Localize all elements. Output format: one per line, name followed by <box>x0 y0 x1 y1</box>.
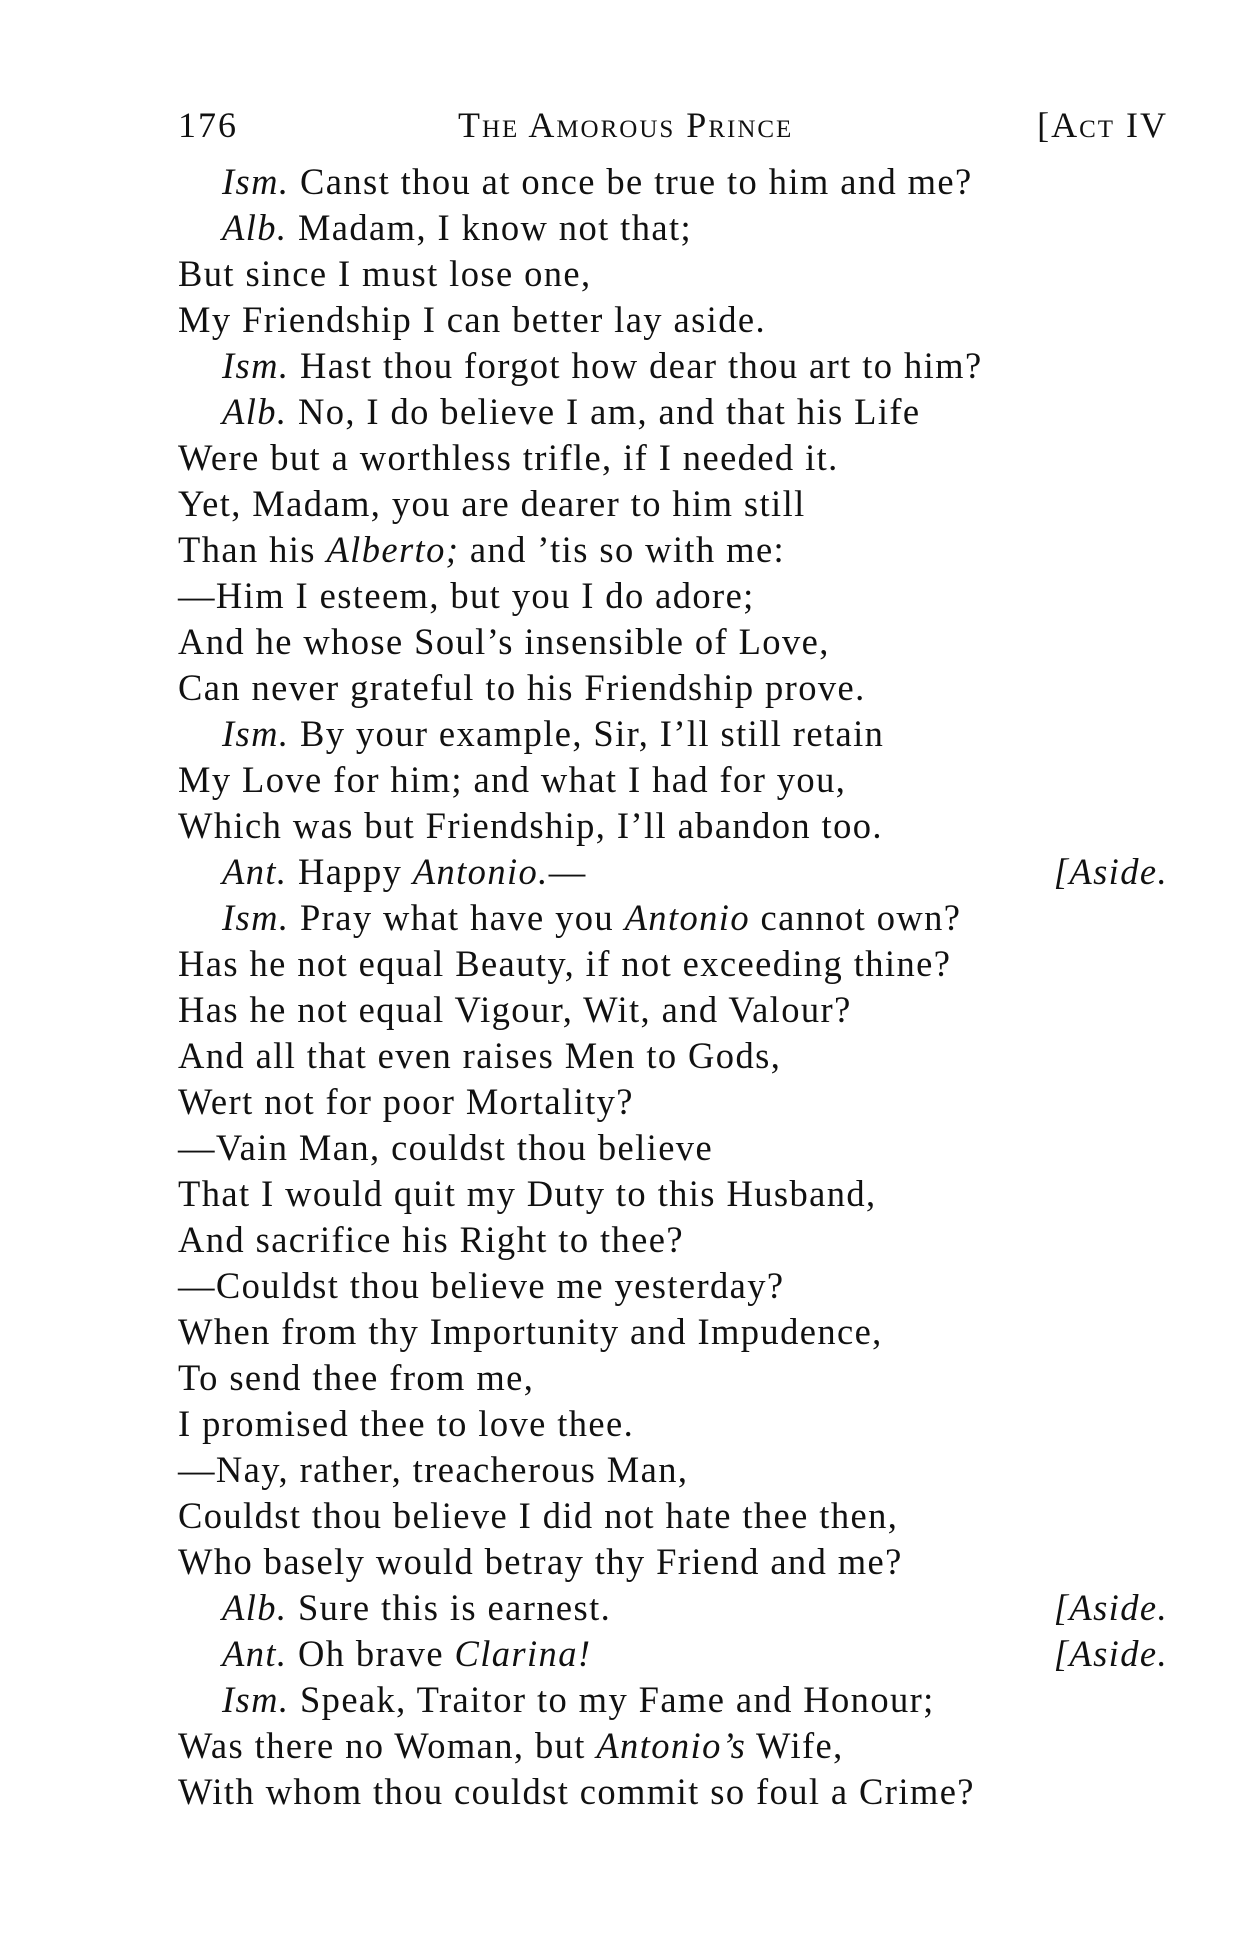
stage-direction: [Aside. <box>1053 851 1168 892</box>
line-text: Which was but Friendship, I’ll abandon too. <box>178 805 883 846</box>
text-line <box>178 1263 1168 1309</box>
text-line <box>178 435 1168 481</box>
speaker-name: Alb. <box>222 391 288 432</box>
text-line <box>178 803 1168 849</box>
line-text: Than his <box>178 529 327 570</box>
line-text: Madam, I know not that; <box>287 207 693 248</box>
text-line <box>178 619 1168 665</box>
line-text: Was there no Woman, but <box>178 1725 597 1766</box>
line-text: By your example, Sir, I’ll still retain <box>289 713 885 754</box>
line-text: —Him I esteem, but you I do adore; <box>178 575 755 616</box>
running-title: The Amorous Prince <box>458 105 794 145</box>
line-text: —Nay, rather, treacherous Man, <box>178 1449 689 1490</box>
line-text: And sacrifice his Right to thee? <box>178 1219 684 1260</box>
speaker-name: Ism. <box>222 897 290 938</box>
line-text: Has he not equal Vigour, Wit, and Valour? <box>178 989 852 1030</box>
speaker-name: Alb. <box>222 207 288 248</box>
text-line <box>178 665 1168 711</box>
text-line <box>178 1677 1168 1723</box>
line-text: Sure this is earnest. <box>287 1587 612 1628</box>
line-text: Were but a worthless trifle, if I needed it. <box>178 437 839 478</box>
text-line <box>178 205 1168 251</box>
text-line <box>178 1539 1168 1585</box>
text-line <box>178 1723 1168 1769</box>
text-line <box>178 297 1168 343</box>
stage-direction: [Aside. <box>1053 1587 1168 1628</box>
line-text: Pray what have you <box>289 897 625 938</box>
stage-direction: [Aside. <box>1053 1633 1168 1674</box>
italic-text: Antonio. <box>412 851 549 892</box>
line-text: and ’tis so with me: <box>459 529 786 570</box>
line-text: Has he not equal Beauty, if not exceeding thine? <box>178 943 952 984</box>
text-line <box>178 389 1168 435</box>
text-line <box>178 527 1168 573</box>
line-text: My Friendship I can better lay aside. <box>178 299 767 340</box>
line-text: Wert not for poor Mortality? <box>178 1081 634 1122</box>
text-line <box>178 987 1168 1033</box>
line-text: I promised thee to love thee. <box>178 1403 635 1444</box>
line-text: To send thee from me, <box>178 1357 535 1398</box>
text-line <box>178 1401 1168 1447</box>
line-text: With whom thou couldst commit so foul a Crime? <box>178 1771 975 1812</box>
speaker-name: Ism. <box>222 1679 290 1720</box>
text-line <box>178 573 1168 619</box>
line-text: Canst thou at once be true to him and me? <box>289 161 973 202</box>
text-line <box>178 757 1168 803</box>
speaker-name: Ant. <box>222 1633 288 1674</box>
text-line <box>178 1447 1168 1493</box>
text-line <box>178 1033 1168 1079</box>
text-line <box>178 1171 1168 1217</box>
speaker-name: Ant. <box>222 851 288 892</box>
line-text: My Love for him; and what I had for you, <box>178 759 847 800</box>
text-line <box>178 1769 1168 1815</box>
text-line <box>178 1493 1168 1539</box>
line-text: And he whose Soul’s insensible of Love, <box>178 621 830 662</box>
page-header <box>178 100 1168 150</box>
line-text: Wife, <box>746 1725 844 1766</box>
line-text: That I would quit my Duty to this Husband, <box>178 1173 877 1214</box>
text-line <box>178 895 1168 941</box>
line-text: —Vain Man, couldst thou believe <box>178 1127 714 1168</box>
italic-text: Clarina! <box>454 1633 592 1674</box>
line-text: Can never grateful to his Friendship prove. <box>178 667 866 708</box>
line-text: Happy <box>287 851 413 892</box>
line-text: No, I do believe I am, and that his Life <box>287 391 921 432</box>
text-line <box>178 481 1168 527</box>
line-text: Hast thou forgot how dear thou art to him? <box>289 345 983 386</box>
speaker-name: Ism. <box>222 713 290 754</box>
line-text: —Couldst thou believe me yesterday? <box>178 1265 785 1306</box>
line-text: And all that even raises Men to Gods, <box>178 1035 782 1076</box>
speaker-name: Ism. <box>222 161 290 202</box>
italic-text: Alberto; <box>326 529 460 570</box>
text-line <box>178 1585 1168 1631</box>
italic-text: Antonio <box>624 897 750 938</box>
text-line <box>178 1309 1168 1355</box>
line-text: Who basely would betray thy Friend and me? <box>178 1541 903 1582</box>
line-text: Couldst thou believe I did not hate thee then, <box>178 1495 899 1536</box>
page-number: 176 <box>178 105 238 145</box>
line-text: — <box>548 851 587 892</box>
text-line <box>178 1125 1168 1171</box>
line-text: Oh brave <box>287 1633 455 1674</box>
text-line <box>178 941 1168 987</box>
line-text: cannot own? <box>749 897 962 938</box>
speaker-name: Ism. <box>222 345 290 386</box>
text-line <box>178 1355 1168 1401</box>
play-text <box>178 159 1168 1815</box>
text-line <box>178 1079 1168 1125</box>
text-line <box>178 343 1168 389</box>
text-line <box>178 849 1168 895</box>
text-line <box>178 1217 1168 1263</box>
text-line <box>178 251 1168 297</box>
line-text: Speak, Traitor to my Fame and Honour; <box>289 1679 935 1720</box>
italic-text: Antonio’s <box>596 1725 747 1766</box>
text-line <box>178 1631 1168 1677</box>
text-line <box>178 711 1168 757</box>
speaker-name: Alb. <box>222 1587 288 1628</box>
text-line <box>178 159 1168 205</box>
line-text: Yet, Madam, you are dearer to him still <box>178 483 806 524</box>
line-text: When from thy Importunity and Impudence, <box>178 1311 883 1352</box>
act-marker: [Act IV <box>1037 105 1168 145</box>
line-text: But since I must lose one, <box>178 253 592 294</box>
